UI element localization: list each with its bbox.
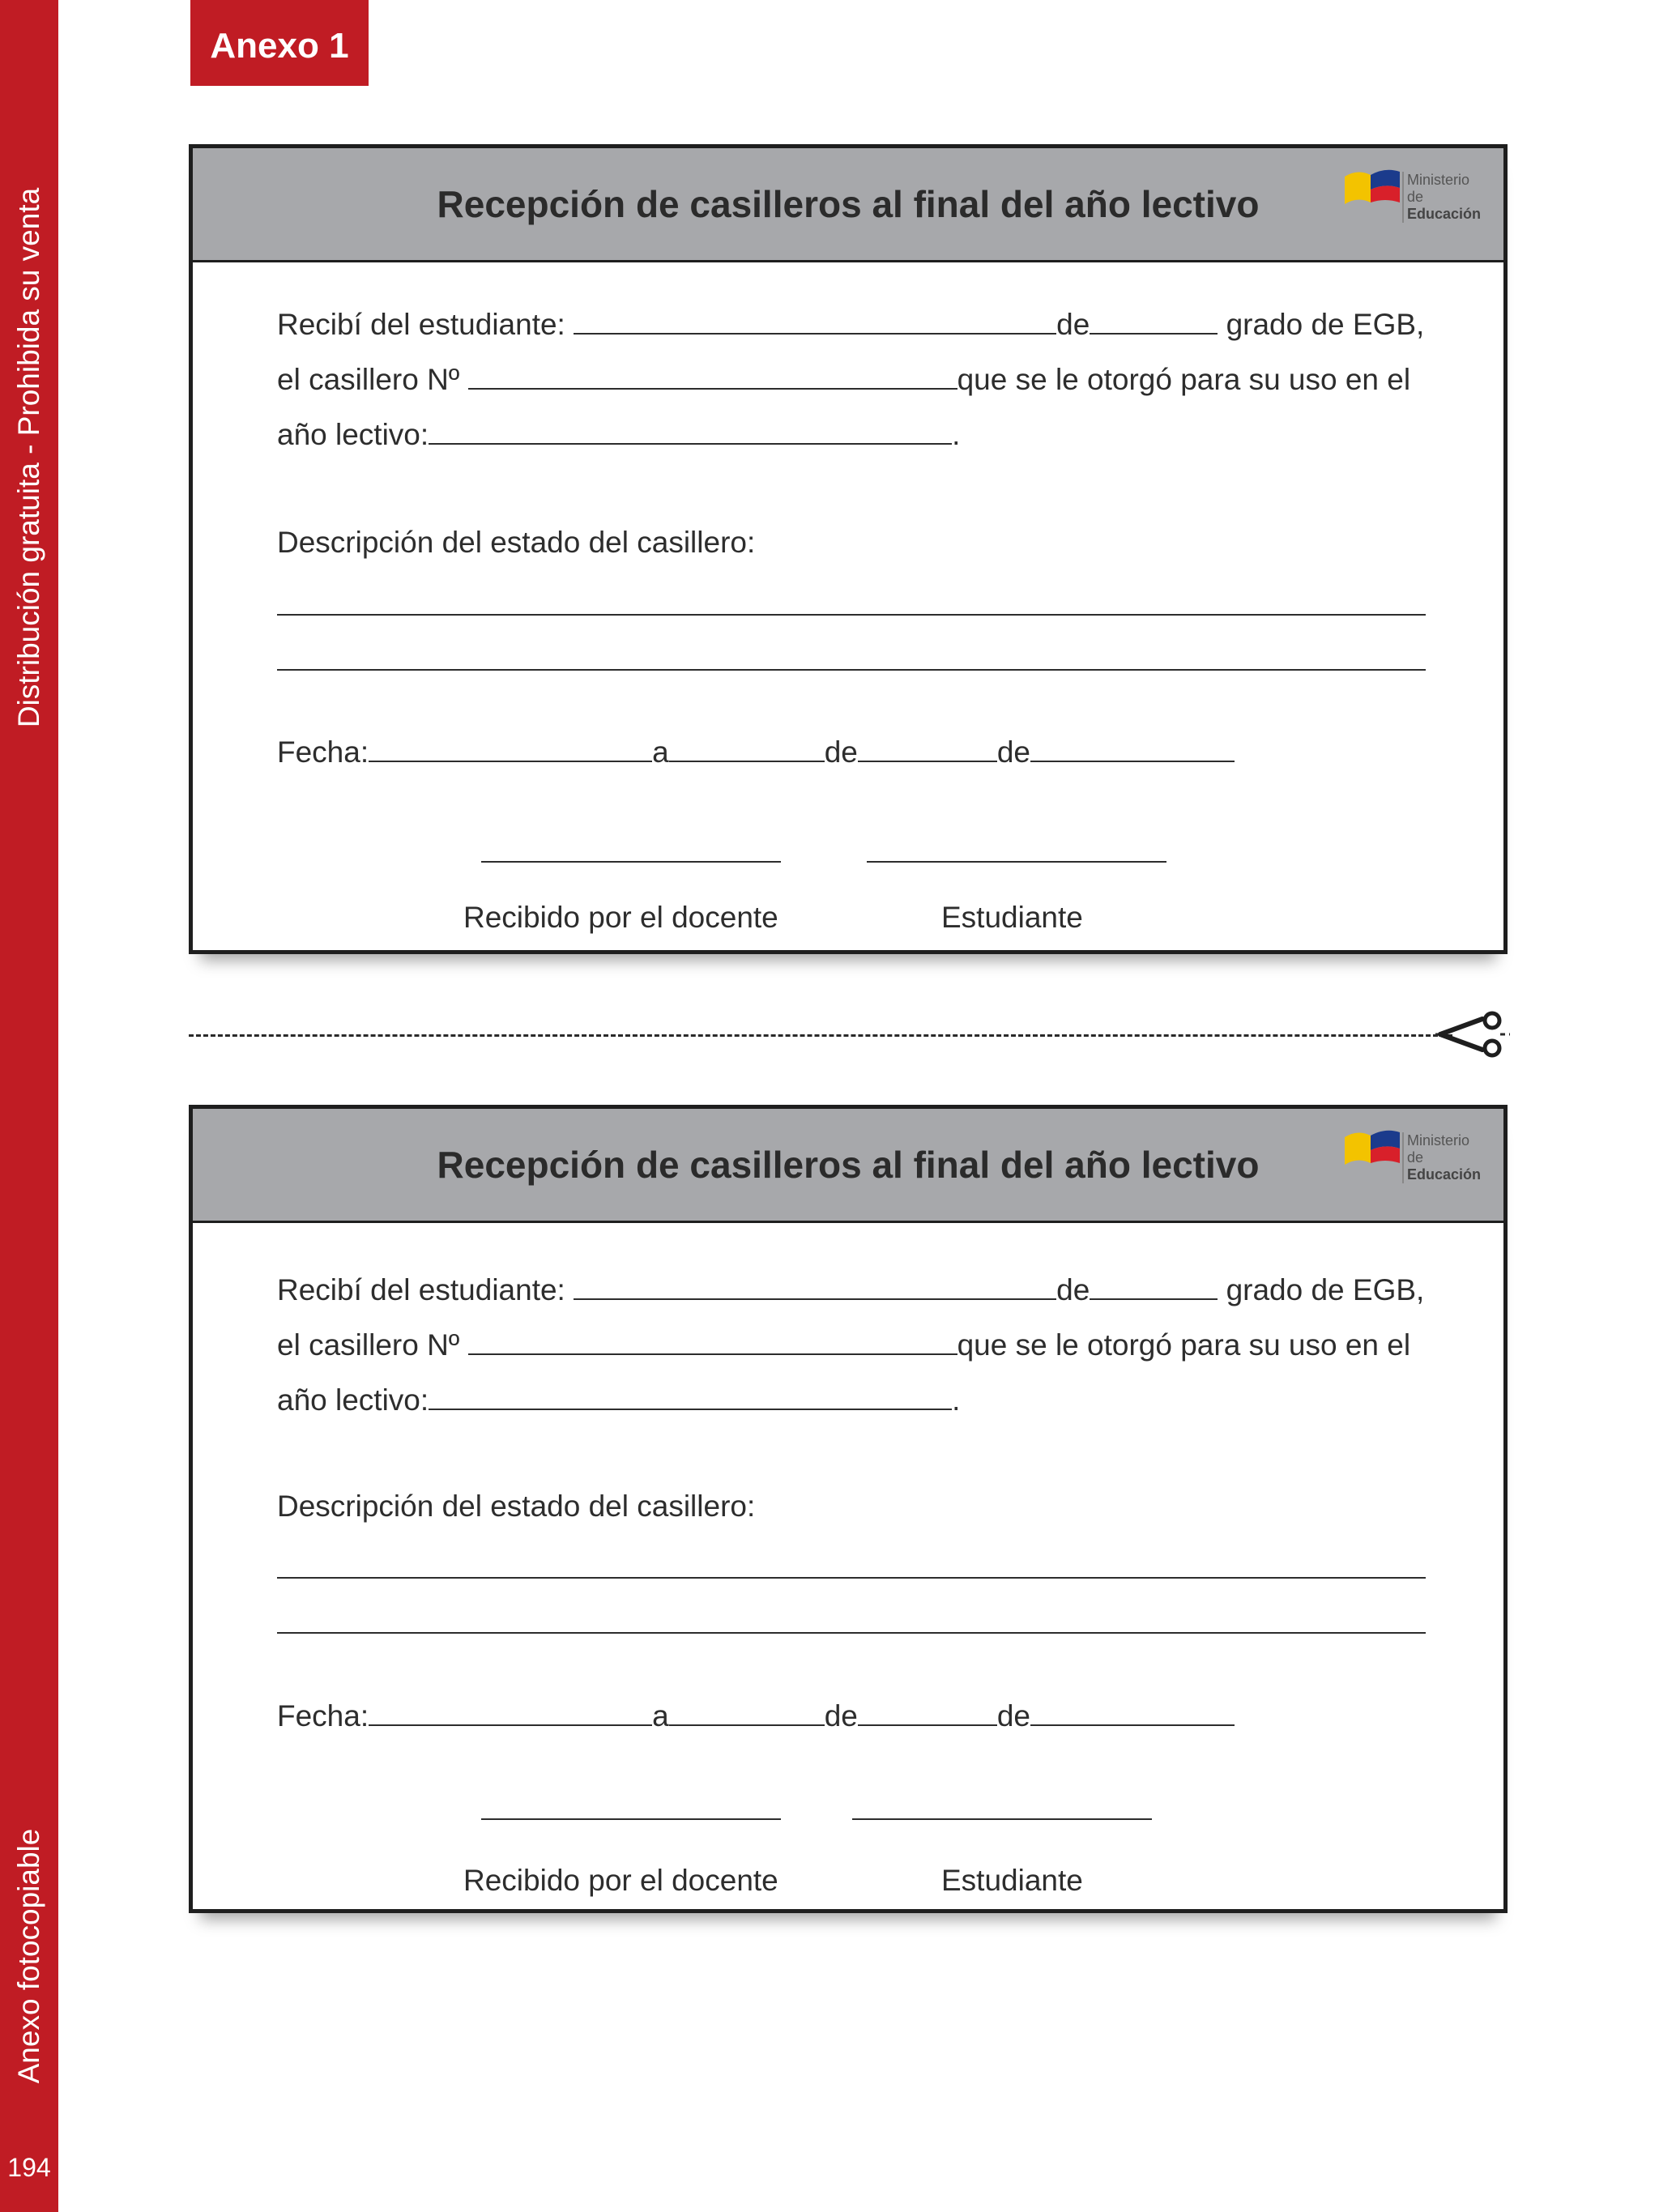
school-year-line: año lectivo: . [277, 1381, 960, 1417]
student-line [277, 1271, 1424, 1307]
form-title: Recepción de casilleros al final del año lectivo [437, 183, 1260, 225]
day-number-field[interactable] [669, 1697, 825, 1726]
student-signature-label: Estudiante [941, 1864, 1083, 1897]
logo-line2-prefix: de [1407, 1149, 1424, 1166]
ministry-logo [1343, 1127, 1497, 1181]
ministry-flag-icon [1343, 1127, 1401, 1176]
student-name-field[interactable] [574, 305, 1056, 335]
school-year-line: año lectivo: . [277, 416, 960, 452]
cut-line [189, 1034, 1452, 1037]
month-field[interactable] [858, 733, 997, 762]
description-line-2[interactable] [277, 669, 1426, 671]
de-label: de [1056, 1273, 1090, 1306]
grade-field[interactable] [1090, 305, 1218, 335]
description-line-1[interactable] [277, 614, 1426, 616]
form-header [193, 148, 1503, 262]
form-header [193, 1109, 1503, 1223]
page-number: 194 [7, 2153, 51, 2182]
description-label: Descripción del estado del casillero: [277, 526, 756, 559]
ministry-flag-icon [1343, 167, 1401, 215]
logo-line2-bold: Educación [1407, 1166, 1482, 1183]
locker-receipt-form-1 [189, 144, 1508, 954]
day-field[interactable] [369, 1697, 652, 1726]
locker-number-field[interactable] [468, 360, 957, 390]
logo-line2-prefix: de [1407, 189, 1424, 205]
description-line-2[interactable] [277, 1632, 1426, 1634]
form-title: Recepción de casilleros al final del año lectivo [437, 1144, 1260, 1186]
logo-line2-bold: Educación [1407, 206, 1482, 222]
date-label: Fecha: [277, 735, 369, 769]
grade-label: grado de EGB, [1226, 308, 1425, 341]
teacher-signature-line[interactable] [481, 1818, 781, 1820]
day-number-field[interactable] [669, 733, 825, 762]
teacher-signature-label: Recibido por el docente [463, 1864, 778, 1897]
date-label: Fecha: [277, 1699, 369, 1733]
sidebar [0, 0, 58, 2212]
description-line-1[interactable] [277, 1577, 1426, 1579]
photocopy-notice: Anexo fotocopiable [12, 1828, 45, 2084]
logo-line1: Ministerio [1407, 1132, 1470, 1149]
locker-label: el casillero Nº [277, 1328, 460, 1362]
school-year-label: año lectivo: [277, 418, 429, 451]
date-line: Fecha: a de de [277, 1697, 1235, 1733]
teacher-signature-label: Recibido por el docente [463, 901, 778, 934]
year-field[interactable] [1030, 1697, 1235, 1726]
distribution-notice: Distribución gratuita - Prohibida su venta [12, 187, 45, 728]
school-year-field[interactable] [429, 1381, 952, 1410]
de-label: de [1056, 308, 1090, 341]
locker-line [277, 1326, 1410, 1362]
description-label: Descripción del estado del casillero: [277, 1490, 756, 1523]
student-name-field[interactable] [574, 1271, 1056, 1300]
locker-number-field[interactable] [468, 1326, 957, 1355]
teacher-signature-line[interactable] [481, 861, 781, 863]
student-signature-label: Estudiante [941, 901, 1083, 934]
date-line: Fecha: a de de [277, 733, 1235, 769]
school-year-field[interactable] [429, 416, 952, 445]
month-field[interactable] [858, 1697, 997, 1726]
annex-label: Anexo 1 [190, 0, 369, 86]
ministry-logo [1343, 167, 1497, 220]
locker-line [277, 360, 1410, 397]
student-signature-line[interactable] [867, 861, 1166, 863]
locker-label: el casillero Nº [277, 363, 460, 396]
year-field[interactable] [1030, 733, 1235, 762]
scissors-icon [1435, 1009, 1510, 1059]
received-from-label: Recibí del estudiante: [277, 1273, 565, 1306]
assigned-label: que se le otorgó para su uso en el [957, 1328, 1411, 1362]
school-year-label: año lectivo: [277, 1383, 429, 1417]
student-line [277, 305, 1424, 342]
student-signature-line[interactable] [852, 1818, 1152, 1820]
assigned-label: que se le otorgó para su uso en el [957, 363, 1411, 396]
grade-label: grado de EGB, [1226, 1273, 1425, 1306]
received-from-label: Recibí del estudiante: [277, 308, 565, 341]
day-field[interactable] [369, 733, 652, 762]
grade-field[interactable] [1090, 1271, 1218, 1300]
logo-line1: Ministerio [1407, 172, 1470, 188]
locker-receipt-form-2 [189, 1105, 1508, 1913]
